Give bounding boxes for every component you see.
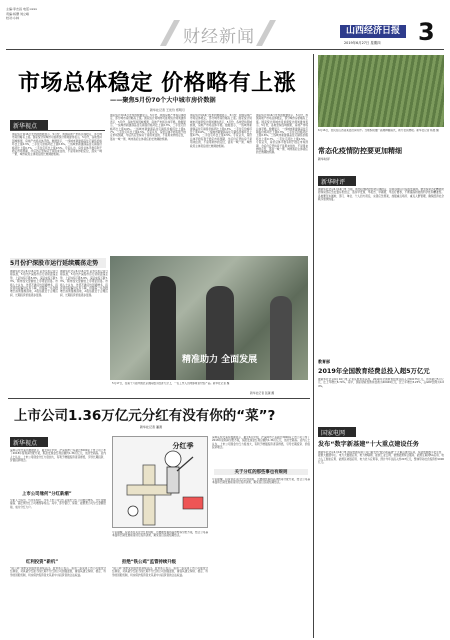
page-number: 3 <box>418 18 435 44</box>
lead-body-col4: 国家统计局16日发布的数据显示，5月份，我国房地产市场总体稳定，部分城市房价略有上涨。国家统计局城市司首席统计师刘建伟表示，5月份，各地坚持因城施策，房地产市场总体平稳。数据显示，一线城市新建商品住宅销售价格环比上涨0.3%，二手住宅价格环比上涨0.6%。二线城市新建商品住宅销售价格环比上涨0.7%，二手住宅环比上涨0.5%。专家认为，房价总体平稳有利于稳定市场预期，今后仍应坚持房子是用来住的、不是用来炒的定位，落实一城一策、城市政府主体责任的长效调控机制。 <box>256 114 308 155</box>
rc-title: 常态化疫情防控要更加精细 <box>318 147 402 155</box>
section-banner-title: 财经新闻 <box>183 27 255 44</box>
dividend-body-e: “铁公鸡”现象受到监管层持续关注。监管部门表示，将进一步完善上市公司现金分红制度，对具备分红能力而长期不分红的公司加强监管，督促其建立持续、稳定、科学的回报机制，切实保护投资者尤其是中小投资者的合法权益。 <box>112 567 208 577</box>
lead-subhead: ——聚焦5月份70个大中城市房价数据 <box>110 97 216 104</box>
section-label-state-grid: 国家电网 <box>318 427 356 437</box>
right-photo-caption: 6月16日，农民在山西省某县田间劳作。当地积极推广高效种植模式，助力农民增收。新华社记者 杨晨 摄 <box>318 129 439 132</box>
dividend-sub1: 上市公司缘何“分红新潮” <box>22 492 72 497</box>
brief1-body-a: 据新华社北京6月16日电 证券日报记者日前获悉，5月份沪深股市运行延续震荡走势，上证综指下跌5.8%，深证成指下跌7.3%，两市成交金额较上月明显回落。市场人士认为，外部不确定性因素增多，投资者风险偏好有所下降，但随着一系列稳增长政策措施落地，A股估值处于合理区间，长期投资价值逐步显现。 <box>10 270 58 297</box>
masthead-meta-line: 主编:李志昌 电话:xxxx <box>6 7 38 11</box>
lead-body-col3: 国家统计局16日发布的数据显示，5月份，我国房地产市场总体稳定，部分城市房价略有上涨。国家统计局城市司首席统计师刘建伟表示，5月份，各地坚持因城施策，房地产市场总体平稳。数据显示，一线城市新建商品住宅销售价格环比上涨0.3%，二手住宅价格环比上涨0.6%。二线城市新建商品住宅销售价格环比上涨0.7%，二手住宅环比上涨0.5%。专家认为，房价总体平稳有利于稳定市场预期，今后仍应坚持房子是用来住的、不是用来炒的定位，落实一城一策、城市政府主体责任的长效调控机制。 <box>190 114 252 148</box>
dividend-byline: 新华社记者 潘清 <box>140 425 162 429</box>
brief1-body-b: 据新华社北京6月16日电 证券日报记者日前获悉，5月份沪深股市运行延续震荡走势，上证综指下跌5.8%，深证成指下跌7.3%，两市成交金额较上月明显回落。市场人士认为，外部不确定性因素增多，投资者风险偏好有所下降，但随着一系列稳增长政策措施落地，A股估值处于合理区间，长期投资价值逐步显现。 <box>60 270 108 297</box>
lead-body-col2: 国家统计局16日发布的数据显示，5月份，我国房地产市场总体稳定，部分城市房价略有上涨。国家统计局城市司首席统计师刘建伟表示，5月份，各地坚持因城施策，房地产市场总体平稳。数据显示，一线城市新建商品住宅销售价格环比上涨0.3%，二手住宅价格环比上涨0.6%。二线城市新建商品住宅销售价格环比上涨0.7%，二手住宅环比上涨0.5%。专家认为，房价总体平稳有利于稳定市场预期，今后仍应坚持房子是用来住的、不是用来炒的定位，落实一城一策、城市政府主体责任的长效调控机制。 <box>110 114 186 141</box>
dividend-sub2: 红利投资“新机” <box>26 560 59 565</box>
paper-name-badge <box>340 25 406 38</box>
masthead-meta-line: 校对:小林 <box>6 16 20 21</box>
center-photo-caption: 5月17日，在第十六届中国北京国际数字经济大会上，一名工作人员向参观者介绍产品。新华社记者 摄 <box>112 382 230 385</box>
section-rule <box>10 130 105 131</box>
masthead-meta-line: 责编:杨珊 刘立峰 <box>6 11 29 16</box>
date-line: 2019年6月27日 星期四 <box>344 41 381 45</box>
rc-title2: 2019年全国教育经费总投入超5万亿元 <box>318 367 430 375</box>
photo-person-left <box>150 276 176 380</box>
section-label-news-brief-2: 新华视点 <box>10 437 48 447</box>
section-label-finance-review: 新华时评 <box>318 176 356 186</box>
dividend-top-rule <box>8 398 310 399</box>
col-divider <box>313 54 314 638</box>
dividend-body-b: 分析人士指出，与往年相比，今年上市公司分红呈现出分红公司数量增多、分红金额提高、高比例分红公司增加等特点。其中，部分银行、保险、能源类公司分红金额居前，成为分红大户。 <box>10 499 106 509</box>
rc-body3: 据新华社北京6月16日电 国家电网有限公司日前发布“数字新基建”十大重点建设任务，包括电网数字化平台、能源大数据中心、电力大数据应用、电力物联网、能源工业云网、智慧能源综合服务、能源互联网5G应用、电力人工智能应用、能源区块链应用、电力北斗应用等，预计今年总投入约247亿元，整体带动社会投资约1000亿元。 <box>318 451 444 465</box>
rc-body2: 据新华社北京6月16日电 记者从教育部获悉，2019年全国教育经费总投入为50175亿元，首次超过5万亿元，比上年增长8.74%。其中，国家财政性教育经费为40049亿元，比上年增长8.25%，占GDP比例为4.04%。 <box>318 378 444 388</box>
dividend-sub3: 拒绝“铁公鸡”监管持续升级 <box>122 560 177 565</box>
section-banner <box>160 20 276 46</box>
center-photo-credit: 新华社记者 张越 摄 <box>250 391 275 395</box>
dividend-sub4: 关于分红的那些事也有规则 <box>214 469 308 475</box>
dividend-body-a: 深圳证券交易所数据显示，截至6月中旬，沪深两市已有超过3000家上市公司公布了2018年度利润分配方案，拟派发现金红利总额约1.36万亿元，创历史新高。业内人士认为，上市公司现金分红力度加大，有利于增强投资者获得感，引导长期投资、价值投资理念。 <box>10 449 106 463</box>
cartoon-caption: 分红季 <box>172 442 194 450</box>
dividend-body-d: 专家提醒，投资者在关注分红的同时，也要理性看待高送转等分配方案，结合公司基本面和长期发展前景进行投资决策，避免盲目追逐短期热点。 <box>112 531 208 538</box>
rc-title3: 发布“数字新基建”十大重点建设任务 <box>318 441 419 448</box>
rc-section-edu: 教育部 <box>318 359 330 364</box>
dividend-headline: 上市公司1.36万亿元分红有没有你的“菜”? <box>14 408 276 422</box>
lead-body-col1: 国家统计局16日发布的数据显示，5月份，我国房地产市场总体稳定，部分城市房价略有上涨。国家统计局城市司首席统计师刘建伟表示，5月份，各地坚持因城施策，房地产市场总体平稳。数据显示，一线城市新建商品住宅销售价格环比上涨0.3%，二手住宅价格环比上涨0.6%。二线城市新建商品住宅销售价格环比上涨0.7%，二手住宅环比上涨0.5%。专家认为，房价总体平稳有利于稳定市场预期，今后仍应坚持房子是用来住的、不是用来炒的定位，落实一城一策、城市政府主体责任的长效调控机制。 <box>12 133 102 157</box>
dividend-body-c: “铁公鸡”现象受到监管层持续关注。监管部门表示，将进一步完善上市公司现金分红制度，对具备分红能力而长期不分红的公司加强监管，督促其建立持续、稳定、科学的回报机制，切实保护投资者尤其是中小投资者的合法权益。 <box>10 567 106 577</box>
lead-headline: 市场总体稳定 价格略有上涨 <box>18 71 297 96</box>
dividend-body-g: 专家提醒，投资者在关注分红的同时，也要理性看待高送转等分配方案，结合公司基本面和长期发展前景进行投资决策，避免盲目追逐短期热点。 <box>212 478 310 485</box>
masthead-rule <box>6 49 444 50</box>
masthead-meta <box>6 7 76 27</box>
section-label-news-brief: 新华视点 <box>10 120 48 130</box>
photo-overlay-text: 精准助力 全面发展 <box>182 355 258 364</box>
dividend-body-f: 深圳证券交易所数据显示，截至6月中旬，沪深两市已有超过3000家上市公司公布了2018年度利润分配方案，拟派发现金红利总额约1.36万亿元，创历史新高。业内人士认为，上市公司现金分红力度加大，有利于增强投资者获得感，引导长期投资、价值投资理念。 <box>212 436 310 450</box>
lead-byline: 新华社记者 王优玲 郑明月 <box>150 108 185 112</box>
dividend-cartoon <box>112 436 208 528</box>
photo-person-far <box>270 296 292 380</box>
paper-name: 山西经济日报 <box>345 26 400 36</box>
rc-body: 据新华社北京6月16日电 当前，国内疫情防控形势总体稳定，但局部地区仍有散发病例。要坚持常态化精准防控和局部应急处置有机结合，落实早发现、早报告、早隔离、早治疗要求，不断提高防控的科学性和精准性。各地要压实属地、部门、单位、个人四方责任，完善应急预案，加强重点场所、重点人群管理，确保经济社会秩序加快恢复。 <box>318 188 444 202</box>
rc-author: 新华时评 <box>318 157 331 161</box>
photo-person-right <box>206 286 234 380</box>
center-photo <box>110 256 308 380</box>
right-top-photo <box>318 55 444 127</box>
brief1-title: 5月份沪深股市运行延续震荡走势 <box>10 258 106 268</box>
